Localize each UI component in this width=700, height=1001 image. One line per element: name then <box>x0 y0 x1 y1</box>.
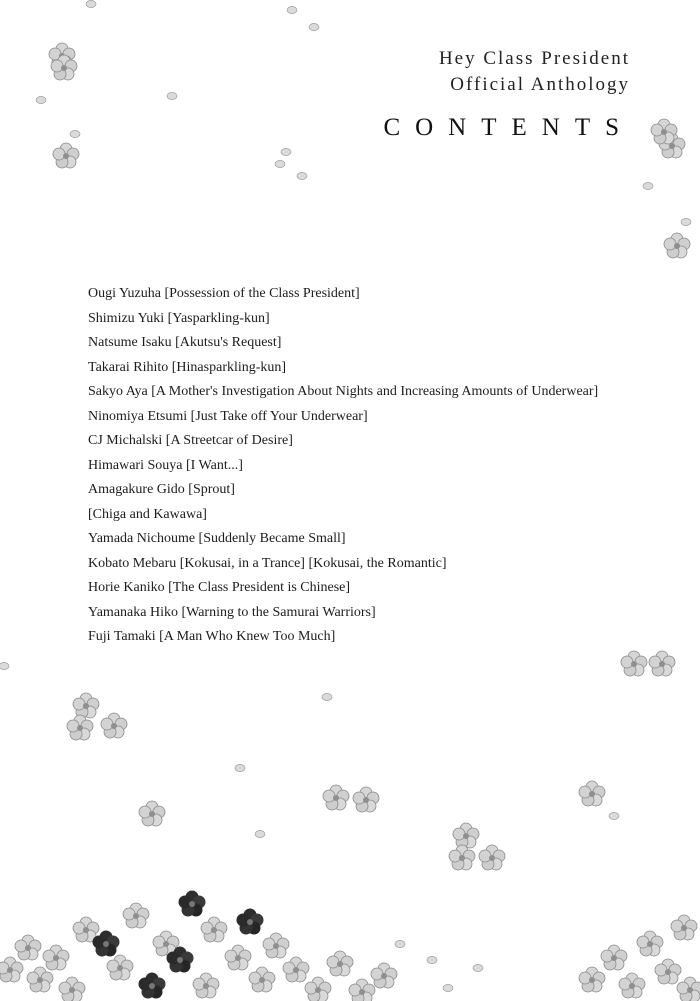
table-of-contents <box>88 282 598 650</box>
anthology-title <box>439 46 630 98</box>
bottom-flower-bed <box>0 891 700 1001</box>
contents-heading: CONTENTS <box>383 114 634 141</box>
toc-entry: Himawari Souya [I Want...] <box>88 457 243 473</box>
toc-entry: CJ Michalski [A Streetcar of Desire] <box>88 433 293 448</box>
toc-entry: Shimizu Yuki [Yasparkling-kun] <box>88 310 270 326</box>
toc-entry: Ninomiya Etsumi [Just Take off Your Underwear] <box>88 408 368 424</box>
toc-entry: [Chiga and Kawawa] <box>88 506 207 522</box>
toc-entry: Ougi Yuzuha [Possession of the Class President] <box>88 286 360 301</box>
toc-entry: Horie Kaniko [The Class President is Chinese] <box>88 580 351 595</box>
toc-entry: Sakyo Aya [A Mother's Investigation About Nights and Increasing Amounts of Underwear] <box>88 384 599 399</box>
toc-entry: Yamada Nichoume [Suddenly Became Small] <box>88 531 346 546</box>
toc-entry: Takarai Rihito [Hinasparkling-kun] <box>88 359 287 375</box>
toc-entry: Natsume Isaku [Akutsu's Request] <box>88 335 282 350</box>
title-line-2: Official Anthology <box>450 74 630 95</box>
title-line-1: Hey Class President <box>438 48 630 69</box>
toc-entry: Amagakure Gido [Sprout] <box>88 482 235 497</box>
toc-entry: Kobato Mebaru [Kokusai, in a Trance] [Kokusai, the Romantic] <box>88 555 447 571</box>
toc-entry: Yamanaka Hiko [Warning to the Samurai Warriors] <box>88 604 376 620</box>
toc-entry: Fuji Tamaki [A Man Who Knew Too Much] <box>88 629 336 644</box>
